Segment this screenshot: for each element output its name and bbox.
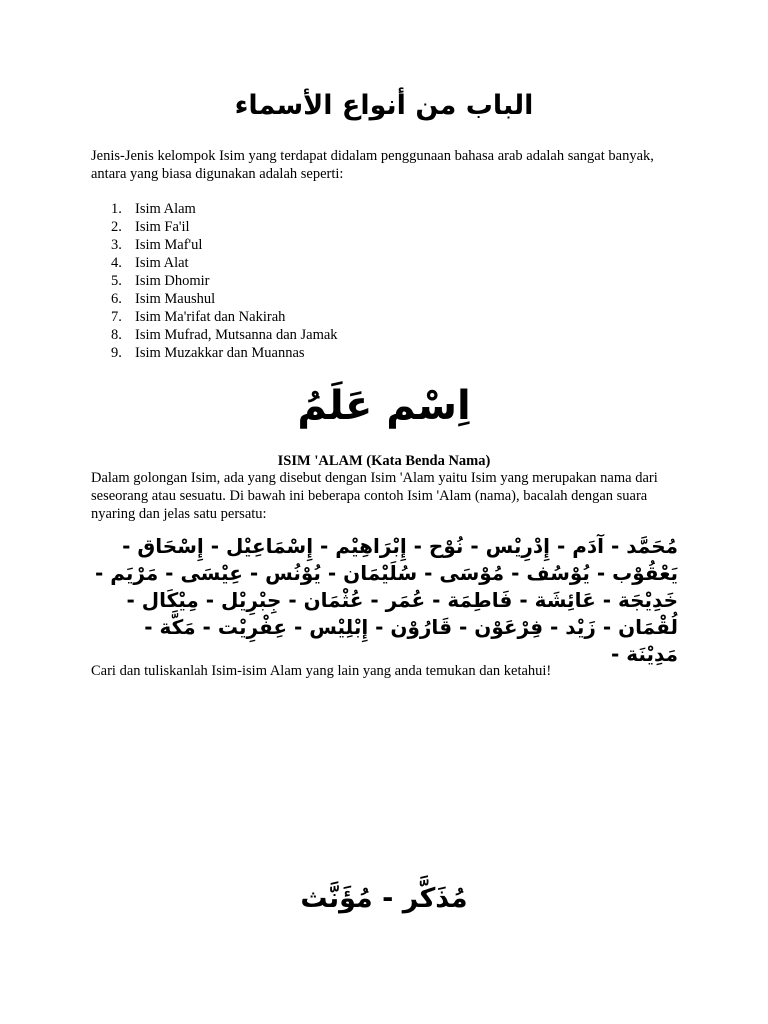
list-item-number: 6. bbox=[111, 291, 122, 307]
list-item-text: Isim Ma'rifat dan Nakirah bbox=[135, 309, 286, 325]
isim-types-list bbox=[91, 200, 651, 362]
list-item-text: Isim Alat bbox=[135, 255, 189, 271]
list-item bbox=[91, 236, 651, 254]
list-item-text: Isim Dhomir bbox=[135, 273, 210, 289]
arabic-names-paragraph: مُحَمَّد - آدَم - إِدْرِيْس - نُوْح - إِبْرَاهِيْم - إِسْمَاعِيْل - إِسْحَاق - يَعْقُوْب - يُوْسُف - مُوْسَى - سُلَيْمَان - يُوْنُس - عِيْسَى - مَرْيَم - خَدِيْجَة - عَائِشَة - فَاطِمَة - عُمَر - عُثْمَان - جِبْرِيْل - مِيْكَال - لُقْمَان - زَيْد - فِرْعَوْن - قَارُوْن - إِبْلِيْس - عِفْرِيْت - مَكَّة - مَدِيْنَة - bbox=[94, 534, 678, 666]
list-item-text: Isim Fa'il bbox=[135, 219, 190, 235]
list-item-text: Isim Alam bbox=[135, 201, 196, 217]
list-item bbox=[91, 308, 651, 326]
chapter-title-arabic: الباب من أنواع الأسماء bbox=[234, 90, 534, 121]
list-item bbox=[91, 272, 651, 290]
list-item-number: 7. bbox=[111, 309, 122, 325]
task-instruction: Cari dan tuliskanlah Isim-isim Alam yang lain yang anda temukan dan ketahui! bbox=[91, 663, 552, 679]
list-item-text: Isim Maf'ul bbox=[135, 237, 203, 253]
list-item-text: Isim Muzakkar dan Muannas bbox=[135, 345, 305, 361]
next-section-title-arabic: مُذَكَّر - مُؤَنَّث bbox=[300, 883, 468, 914]
section-heading: ISIM 'ALAM (Kata Benda Nama) bbox=[277, 453, 491, 469]
section-title-arabic: اِسْم عَلَمُ bbox=[297, 383, 471, 429]
list-item-number: 2. bbox=[111, 219, 122, 235]
list-item-number: 9. bbox=[111, 345, 122, 361]
list-item bbox=[91, 344, 651, 362]
list-item-number: 8. bbox=[111, 327, 122, 343]
list-item bbox=[91, 290, 651, 308]
description-paragraph: Dalam golongan Isim, ada yang disebut dengan Isim 'Alam yaitu Isim yang merupakan nama dari seseorang atau sesuatu. Di bawah ini beberapa contoh Isim 'Alam (nama), bacalah dengan suara nyaring dan jelas satu persatu: bbox=[91, 470, 658, 522]
list-item-number: 5. bbox=[111, 273, 122, 289]
list-item-text: Isim Mufrad, Mutsanna dan Jamak bbox=[135, 327, 338, 343]
list-item bbox=[91, 254, 651, 272]
list-item-number: 1. bbox=[111, 201, 122, 217]
list-item bbox=[91, 326, 651, 344]
list-item-text: Isim Maushul bbox=[135, 291, 216, 307]
intro-paragraph: Jenis-Jenis kelompok Isim yang terdapat didalam penggunaan bahasa arab adalah sangat banyak, antara yang biasa digunakan adalah seperti: bbox=[91, 148, 654, 182]
list-item bbox=[91, 200, 651, 218]
list-item-number: 3. bbox=[111, 237, 122, 253]
list-item-number: 4. bbox=[111, 255, 122, 271]
list-item bbox=[91, 218, 651, 236]
